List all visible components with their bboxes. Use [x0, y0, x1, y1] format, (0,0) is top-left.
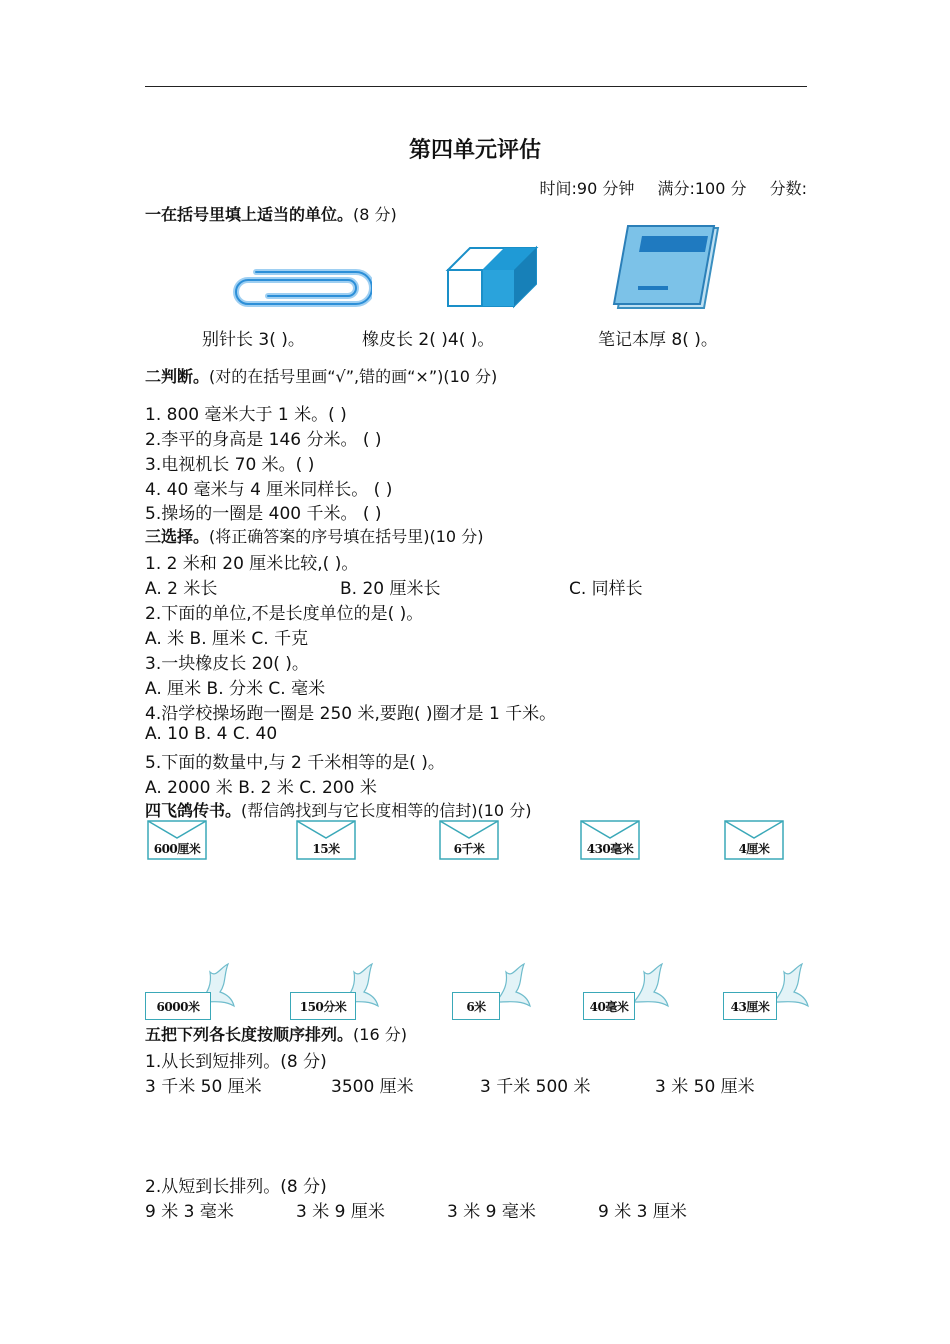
section-1-item-1: 别针长 3( )。 [202, 330, 305, 350]
order-part-1-item-2: 3500 厘米 [331, 1077, 414, 1097]
section-4-heading [145, 798, 531, 821]
section-1-points: (8 分) [353, 205, 397, 224]
order-part-1-item-4: 3 米 50 厘米 [655, 1077, 755, 1097]
dove-letter-label: 40毫米 [589, 1000, 629, 1014]
dove-letter-2 [290, 992, 356, 1020]
choice-q3-options: A. 厘米 B. 分米 C. 毫米 [145, 679, 326, 699]
section-3-heading [145, 524, 483, 547]
choice-q4-options: A. 10 B. 4 C. 40 [145, 724, 278, 744]
section-5-points: (16 分) [353, 1025, 407, 1044]
judge-item-2: 2.李平的身高是 146 分米。 ( ) [145, 430, 382, 450]
dove-letter-4 [583, 992, 635, 1020]
section-5-title: 五把下列各长度按顺序排列。 [145, 1025, 354, 1044]
section-5-heading [145, 1022, 407, 1045]
score-info: 分数: [769, 179, 807, 198]
section-1-title: 一在括号里填上适当的单位。 [145, 205, 354, 224]
judge-item-3: 3.电视机长 70 米。( ) [145, 455, 315, 475]
dove-letter-label: 6米 [466, 1000, 486, 1014]
order-part-2: 2.从短到长排列。(8 分) [145, 1177, 327, 1197]
dove-letter-label: 43厘米 [730, 1000, 770, 1014]
judge-item-1: 1. 800 毫米大于 1 米。( ) [145, 405, 347, 425]
page-title: 第四单元评估 [408, 137, 541, 163]
order-part-2-item-3: 3 米 9 毫米 [447, 1202, 536, 1222]
choice-q5: 5.下面的数量中,与 2 千米相等的是( )。 [145, 753, 445, 773]
section-1-heading [145, 202, 397, 225]
envelope-label: 15米 [312, 842, 340, 856]
paperclip-icon [228, 264, 372, 314]
envelope-label: 4厘米 [738, 842, 770, 856]
full-score-info: 满分:100 分 [657, 179, 747, 198]
dove-letter-1 [145, 992, 211, 1020]
order-part-1-item-1: 3 千米 50 厘米 [145, 1077, 262, 1097]
order-part-1-item-3: 3 千米 500 米 [480, 1077, 591, 1097]
section-3-title: 三选择。 [145, 527, 210, 546]
section-2-heading [145, 364, 497, 387]
order-part-1: 1.从长到短排列。(8 分) [145, 1052, 327, 1072]
section-1-item-3: 笔记本厚 8( )。 [598, 330, 718, 350]
choice-q2: 2.下面的单位,不是长度单位的是( )。 [145, 604, 424, 624]
dove-letter-label: 6000米 [156, 1000, 200, 1014]
envelope-2 [296, 820, 356, 860]
choice-q1-option-c: C. 同样长 [569, 579, 643, 599]
order-part-2-item-1: 9 米 3 毫米 [145, 1202, 234, 1222]
time-info: 时间:90 分钟 [539, 179, 635, 198]
order-part-2-item-2: 3 米 9 厘米 [296, 1202, 385, 1222]
envelope-label: 600厘米 [153, 842, 201, 856]
dove-letter-5 [723, 992, 777, 1020]
section-1-item-2: 橡皮长 2( )4( )。 [362, 330, 495, 350]
choice-q1-option-a: A. 2 米长 [145, 579, 218, 599]
dove-letter-label: 150分米 [299, 1000, 347, 1014]
top-rule [145, 86, 807, 87]
section-4-title: 四飞鸽传书。 [145, 801, 242, 820]
choice-q1-option-b: B. 20 厘米长 [340, 579, 441, 599]
choice-q4: 4.沿学校操场跑一圈是 250 米,要跑( )圈才是 1 千米。 [145, 704, 557, 724]
judge-item-5: 5.操场的一圈是 400 千米。 ( ) [145, 504, 382, 524]
dove-letter-3 [452, 992, 500, 1020]
envelope-4 [580, 820, 640, 860]
judge-item-4: 4. 40 毫米与 4 厘米同样长。 ( ) [145, 480, 393, 500]
section-4-note: (帮信鸽找到与它长度相等的信封)(10 分) [241, 801, 532, 820]
envelope-5 [724, 820, 784, 860]
envelope-3 [439, 820, 499, 860]
envelope-label: 6千米 [453, 842, 485, 856]
notebook-icon [612, 222, 722, 314]
choice-q5-options: A. 2000 米 B. 2 米 C. 200 米 [145, 778, 377, 798]
envelope-1 [147, 820, 207, 860]
exam-meta [522, 176, 807, 199]
choice-q1: 1. 2 米和 20 厘米比较,( )。 [145, 554, 359, 574]
eraser-icon [442, 234, 542, 314]
order-part-2-item-4: 9 米 3 厘米 [598, 1202, 687, 1222]
envelope-label: 430毫米 [586, 842, 634, 856]
section-3-note: (将正确答案的序号填在括号里)(10 分) [209, 527, 484, 546]
choice-q2-options: A. 米 B. 厘米 C. 千克 [145, 629, 309, 649]
section-2-title: 二判断。 [145, 367, 210, 386]
choice-q3: 3.一块橡皮长 20( )。 [145, 654, 309, 674]
section-2-note: (对的在括号里画“√”,错的画“×”)(10 分) [209, 367, 498, 386]
